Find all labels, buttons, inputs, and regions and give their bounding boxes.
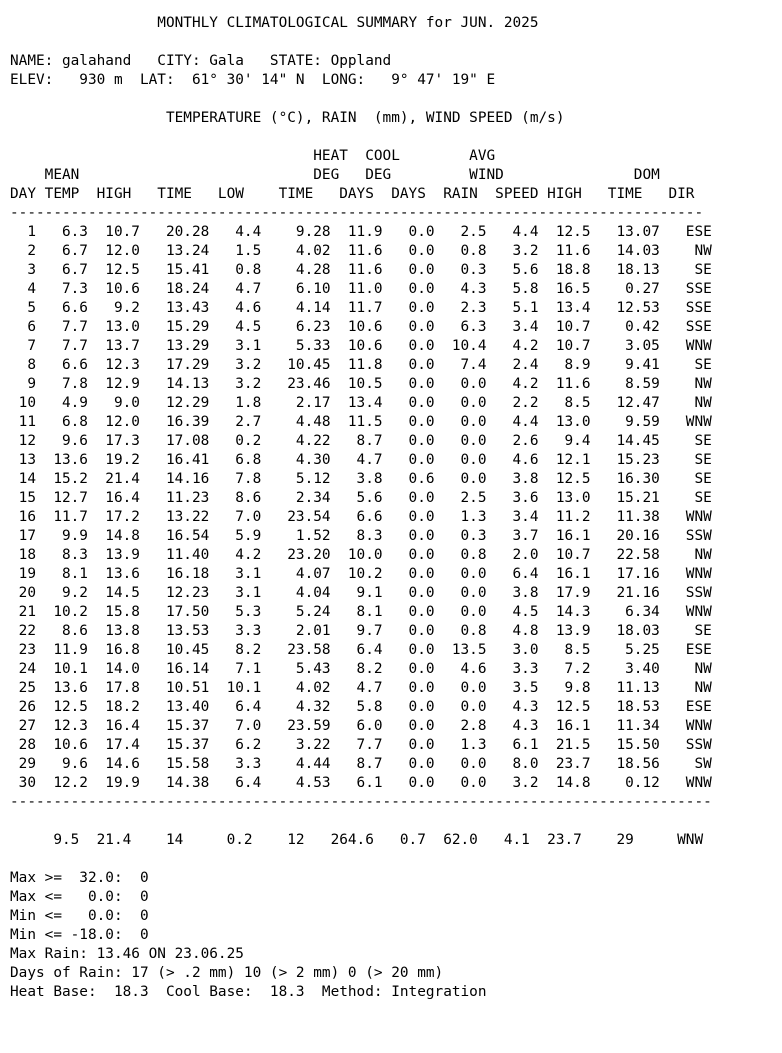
table-row: 20 9.2 14.5 12.23 3.1 4.04 9.1 0.0 0.0 3.8 17.9 21.16 SSW: [10, 585, 712, 601]
table-row: 10 4.9 9.0 12.29 1.8 2.17 13.4 0.0 0.0 2.2 8.5 12.47 NW: [10, 395, 712, 411]
footer-line: Max <= 0.0: 0: [10, 889, 149, 905]
table-row: 26 12.5 18.2 13.40 6.4 4.32 5.8 0.0 0.0 4.3 12.5 18.53 ESE: [10, 699, 712, 715]
units-line: TEMPERATURE (°C), RAIN (mm), WIND SPEED (m/s): [10, 110, 565, 126]
table-row: 27 12.3 16.4 15.37 7.0 23.59 6.0 0.0 2.8 4.3 16.1 11.34 WNW: [10, 718, 712, 734]
table-header-line: MEAN DEG DEG WIND DOM: [10, 167, 660, 183]
separator-line: --------------------------------------------------------------------------------: [10, 205, 704, 221]
table-row: 18 8.3 13.9 11.40 4.2 23.20 10.0 0.0 0.8 2.0 10.7 22.58 NW: [10, 547, 712, 563]
table-row: 22 8.6 13.8 13.53 3.3 2.01 9.7 0.0 0.8 4.8 13.9 18.03 SE: [10, 623, 712, 639]
table-row: 13 13.6 19.2 16.41 6.8 4.30 4.7 0.0 0.0 4.6 12.1 15.23 SE: [10, 452, 712, 468]
climate-report: [10, 14, 712, 1002]
footer-line: Min <= 0.0: 0: [10, 908, 149, 924]
table-row: 17 9.9 14.8 16.54 5.9 1.52 8.3 0.0 0.3 3.7 16.1 20.16 SSW: [10, 528, 712, 544]
table-row: 11 6.8 12.0 16.39 2.7 4.48 11.5 0.0 0.0 4.4 13.0 9.59 WNW: [10, 414, 712, 430]
table-header-line: HEAT COOL AVG: [10, 148, 496, 164]
table-row: 21 10.2 15.8 17.50 5.3 5.24 8.1 0.0 0.0 4.5 14.3 6.34 WNW: [10, 604, 712, 620]
footer-line: Max >= 32.0: 0: [10, 870, 149, 886]
blank-line: [10, 812, 712, 831]
blank-line: [10, 90, 712, 109]
location-line: ELEV: 930 m LAT: 61° 30' 14" N LONG: 9° 47' 19" E: [10, 72, 496, 88]
station-line: NAME: galahand CITY: Gala STATE: Oppland: [10, 53, 392, 69]
table-row: 15 12.7 16.4 11.23 8.6 2.34 5.6 0.0 2.5 3.6 13.0 15.21 SE: [10, 490, 712, 506]
blank-line: [10, 128, 712, 147]
table-header-line: DAY TEMP HIGH TIME LOW TIME DAYS DAYS RAIN SPEED HIGH TIME DIR: [10, 186, 695, 202]
table-row: 24 10.1 14.0 16.14 7.1 5.43 8.2 0.0 4.6 3.3 7.2 3.40 NW: [10, 661, 712, 677]
table-row: 5 6.6 9.2 13.43 4.6 4.14 11.7 0.0 2.3 5.1 13.4 12.53 SSE: [10, 300, 712, 316]
table-row: 8 6.6 12.3 17.29 3.2 10.45 11.8 0.0 7.4 2.4 8.9 9.41 SE: [10, 357, 712, 373]
table-row: 3 6.7 12.5 15.41 0.8 4.28 11.6 0.0 0.3 5.6 18.8 18.13 SE: [10, 262, 712, 278]
table-row: 25 13.6 17.8 10.51 10.1 4.02 4.7 0.0 0.0 3.5 9.8 11.13 NW: [10, 680, 712, 696]
table-row: 30 12.2 19.9 14.38 6.4 4.53 6.1 0.0 0.0 3.2 14.8 0.12 WNW: [10, 775, 712, 791]
footer-line: Max Rain: 13.46 ON 23.06.25: [10, 946, 244, 962]
table-row: 2 6.7 12.0 13.24 1.5 4.02 11.6 0.0 0.8 3.2 11.6 14.03 NW: [10, 243, 712, 259]
footer-line: Heat Base: 18.3 Cool Base: 18.3 Method: Integration: [10, 984, 487, 1000]
blank-line: [10, 33, 712, 52]
footer-line: Days of Rain: 17 (> .2 mm) 10 (> 2 mm) 0 (> 20 mm): [10, 965, 444, 981]
footer-line: Min <= -18.0: 0: [10, 927, 149, 943]
summary-row: 9.5 21.4 14 0.2 12 264.6 0.7 62.0 4.1 23.7 29 WNW: [10, 832, 704, 848]
table-row: 1 6.3 10.7 20.28 4.4 9.28 11.9 0.0 2.5 4.4 12.5 13.07 ESE: [10, 224, 712, 240]
table-row: 12 9.6 17.3 17.08 0.2 4.22 8.7 0.0 0.0 2.6 9.4 14.45 SE: [10, 433, 712, 449]
table-row: 7 7.7 13.7 13.29 3.1 5.33 10.6 0.0 10.4 4.2 10.7 3.05 WNW: [10, 338, 712, 354]
table-row: 29 9.6 14.6 15.58 3.3 4.44 8.7 0.0 0.0 8.0 23.7 18.56 SW: [10, 756, 712, 772]
table-row: 28 10.6 17.4 15.37 6.2 3.22 7.7 0.0 1.3 6.1 21.5 15.50 SSW: [10, 737, 712, 753]
table-row: 4 7.3 10.6 18.24 4.7 6.10 11.0 0.0 4.3 5.8 16.5 0.27 SSE: [10, 281, 712, 297]
table-row: 16 11.7 17.2 13.22 7.0 23.54 6.6 0.0 1.3 3.4 11.2 11.38 WNW: [10, 509, 712, 525]
table-row: 6 7.7 13.0 15.29 4.5 6.23 10.6 0.0 6.3 3.4 10.7 0.42 SSE: [10, 319, 712, 335]
table-row: 19 8.1 13.6 16.18 3.1 4.07 10.2 0.0 0.0 6.4 16.1 17.16 WNW: [10, 566, 712, 582]
table-row: 14 15.2 21.4 14.16 7.8 5.12 3.8 0.6 0.0 3.8 12.5 16.30 SE: [10, 471, 712, 487]
table-row: 23 11.9 16.8 10.45 8.2 23.58 6.4 0.0 13.5 3.0 8.5 5.25 ESE: [10, 642, 712, 658]
blank-line: [10, 850, 712, 869]
table-row: 9 7.8 12.9 14.13 3.2 23.46 10.5 0.0 0.0 4.2 11.6 8.59 NW: [10, 376, 712, 392]
separator-line: ---------------------------------------------------------------------------------: [10, 794, 712, 810]
report-title: MONTHLY CLIMATOLOGICAL SUMMARY for JUN. 2025: [10, 15, 539, 31]
